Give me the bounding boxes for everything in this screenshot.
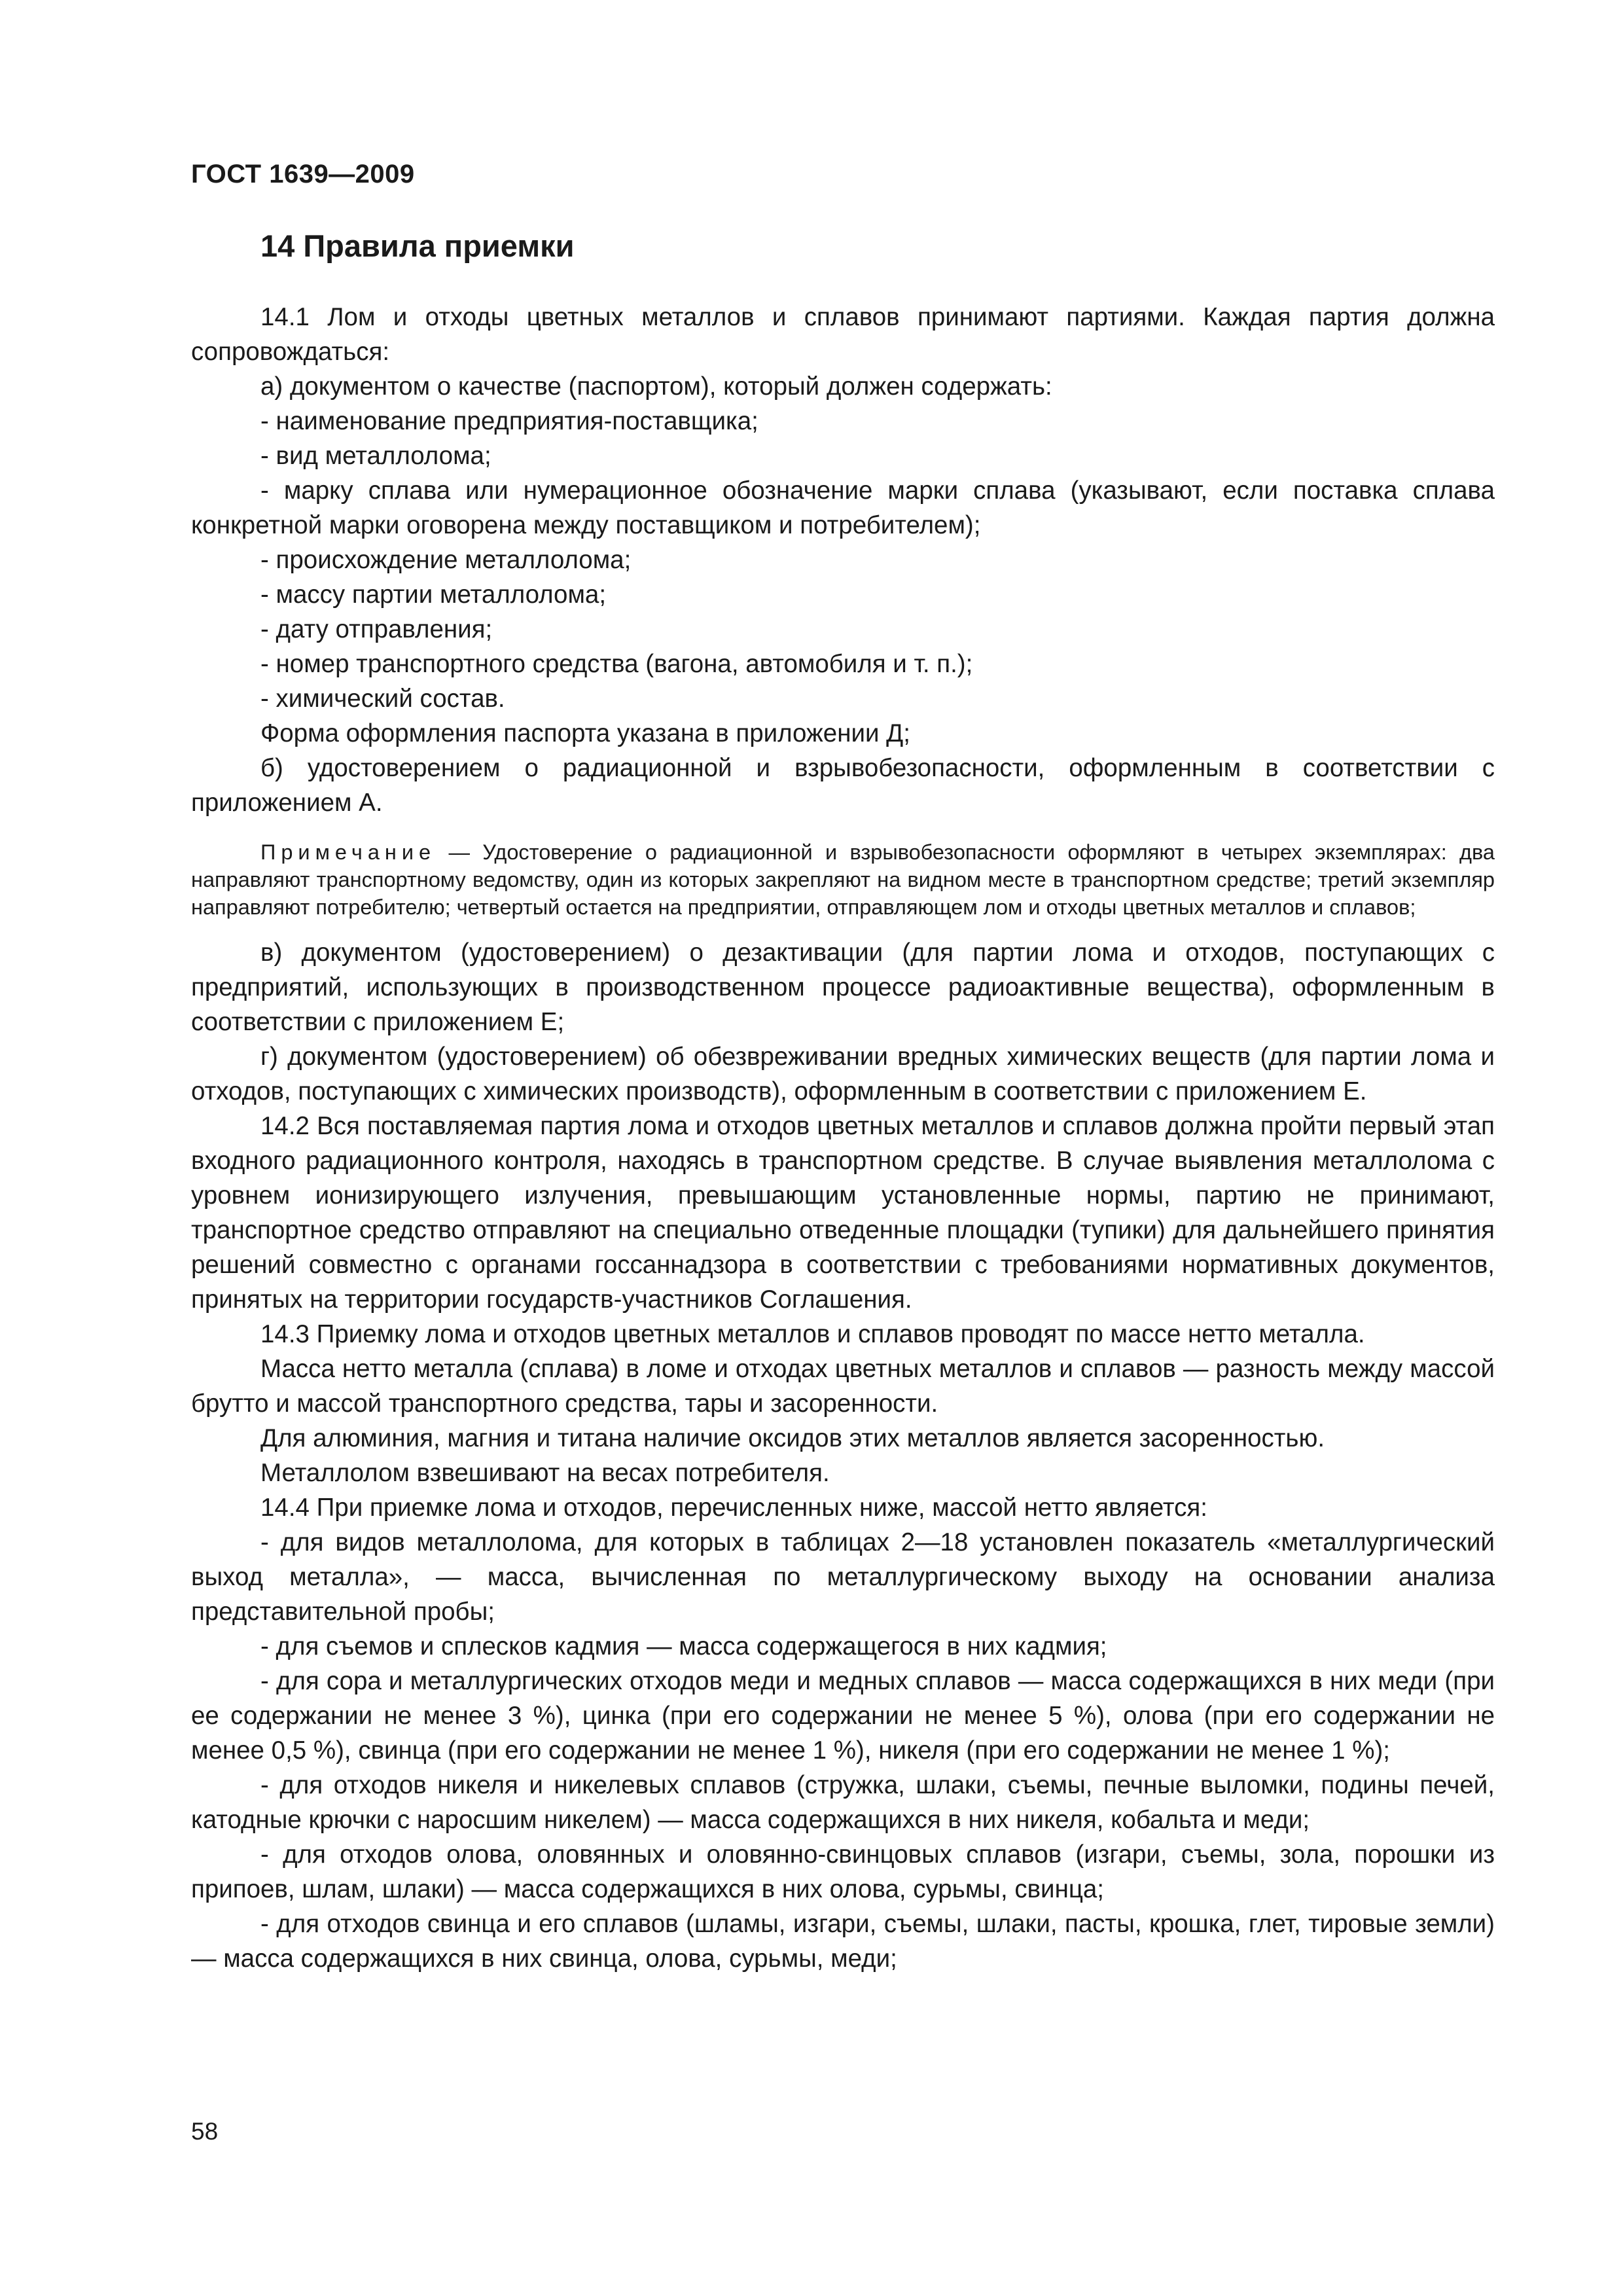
dash-item-copper-waste: - для сора и металлургических отходов меди и медных сплавов — масса содержащихся в них меди (при ее содержании не менее 3 %), цинка (при его содержании не менее 5 %), олова (при его содержании не менее 0,5 %), свинца (при его содержании не менее 1 %), никеля (при его содержании не менее 1 %); [191, 1667, 1495, 1765]
document-code-header: ГОСТ 1639—2009 [191, 160, 415, 188]
note-block [191, 838, 1495, 921]
paragraph-14-2: 14.2 Вся поставляемая партия лома и отходов цветных металлов и сплавов должна пройти первый этап входного радиационного контроля, находясь в транспортном средстве. В случае выявления металлолома с уровнем ионизирующего излучения, превышающим установленные нормы, партию не принимают, транспортное средство отправляют на специально отведенные площадки (тупики) для дальнейшего принятия решений совместно с органами госсаннадзора в соответствии с требованиями нормативных документов, принятых на территории государств-участников Соглашения. [191, 1112, 1495, 1314]
paragraph-14-1: 14.1 Лом и отходы цветных металлов и сплавов принимают партиями. Каждая партия должна сопровождаться: [191, 303, 1495, 366]
dash-item-alloy-grade: - марку сплава или нумерационное обозначение марки сплава (указывают, если поставка сплава конкретной марки оговорена между поставщиком и потребителем); [191, 476, 1495, 539]
dash-item-metallurgical-yield: - для видов металлолома, для которых в таблицах 2—18 установлен показатель «металлургический выход металла», — масса, вычисленная по металлургическому выходу на основании анализа представительной пробы; [191, 1528, 1495, 1626]
passport-form-note: Форма оформления паспорта указана в приложении Д; [260, 719, 910, 747]
paragraph-net-mass: Масса нетто металла (сплава) в ломе и отходах цветных металлов и сплавов — разность между массой брутто и массой транспортного средства, тары и засоренности. [191, 1355, 1495, 1418]
dash-item-vehicle: - номер транспортного средства (вагона, автомобиля и т. п.); [260, 650, 973, 678]
dash-item-cadmium: - для съемов и сплесков кадмия — масса содержащегося в них кадмия; [260, 1632, 1107, 1660]
dash-item-lead-waste: - для отходов свинца и его сплавов (шламы, изгари, съемы, шлаки, пасты, крошка, глет, тировые земли) — масса содержащихся в них свинца, олова, сурьмы, меди; [191, 1910, 1495, 1973]
dash-item-tin-waste: - для отходов олова, оловянных и оловянно-свинцовых сплавов (изгари, съемы, зола, порошки из припоев, шлам, шлаки) — масса содержащихся в них олова, сурьмы, свинца; [191, 1840, 1495, 1903]
page-number: 58 [191, 2118, 219, 2145]
list-item-b: б) удостоверением о радиационной и взрывобезопасности, оформленным в соответствии с приложением А. [191, 754, 1495, 817]
dash-item-nickel-waste: - для отходов никеля и никелевых сплавов (стружка, шлаки, съемы, печные выломки, подины печей, катодные крючки с наросшим никелем) — масса содержащихся в них никеля, кобальта и меди; [191, 1771, 1495, 1834]
dash-item-origin: - происхождение металлолома; [260, 546, 632, 574]
dash-item-composition: - химический состав. [260, 685, 505, 713]
section-body [191, 300, 1495, 1976]
paragraph-weighing: Металлолом взвешивают на весах потребителя. [260, 1459, 830, 1487]
note-text: — Удостоверение о радиационной и взрывобезопасности оформляют в четырех экземплярах: два направляют транспортному ведомству, один из которых закрепляют на видном месте в транспортном средстве; третий экземпляр направляют потребителю; четвертый остается на предприятии, отправляющем лом и отходы цветных металлов и сплавов; [191, 840, 1495, 919]
paragraph-14-3: 14.3 Приемку лома и отходов цветных металлов и сплавов проводят по массе нетто металла. [260, 1320, 1365, 1348]
dash-item-scrap-type: - вид металлолома; [260, 442, 491, 470]
dash-item-supplier: - наименование предприятия-поставщика; [260, 407, 758, 435]
note-label: Примечание [260, 840, 437, 864]
paragraph-14-4: 14.4 При приемке лома и отходов, перечисленных ниже, массой нетто является: [260, 1494, 1207, 1522]
list-item-v: в) документом (удостоверением) о дезактивации (для партии лома и отходов, поступающих с предприятий, использующих в производственном процессе радиоактивные вещества), оформленным в соответствии с приложением Е; [191, 939, 1495, 1036]
dash-item-mass: - массу партии металлолома; [260, 581, 607, 609]
dash-item-date: - дату отправления; [260, 615, 493, 643]
paragraph-oxides: Для алюминия, магния и титана наличие оксидов этих металлов является засоренностью. [260, 1424, 1325, 1452]
list-item-a: а) документом о качестве (паспортом), который должен содержать: [260, 372, 1052, 401]
section-title: 14 Правила приемки [260, 228, 575, 263]
list-item-g: г) документом (удостоверением) об обезвреживании вредных химических веществ (для партии лома и отходов, поступающих с химических производств), оформленным в соответствии с приложением Е. [191, 1043, 1495, 1105]
